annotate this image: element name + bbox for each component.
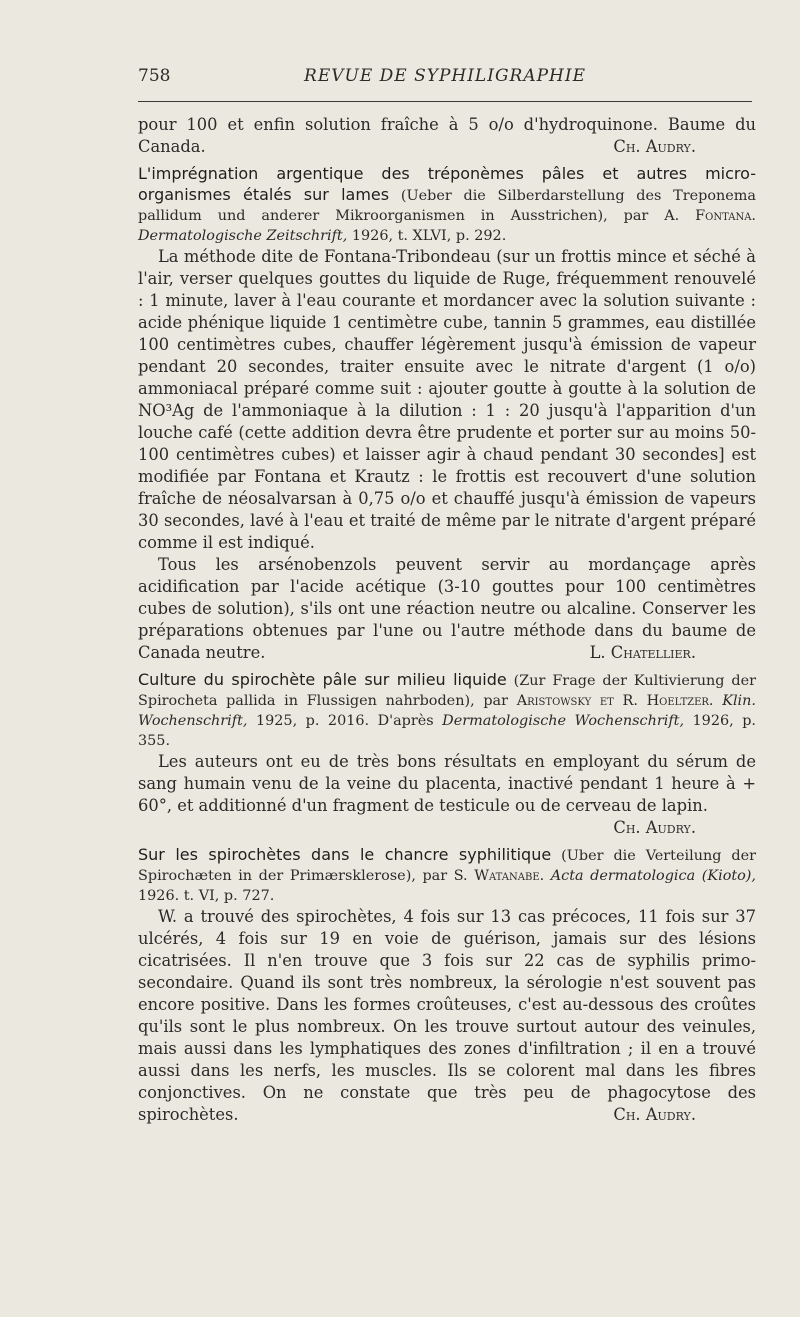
article-2-journal-2: Dermatologische Wochenschrift,: [442, 713, 685, 729]
article-3-journal: Acta dermatologica (Kioto),: [550, 868, 756, 884]
article-3: [138, 845, 756, 1126]
page-header: [138, 66, 752, 96]
article-1-author: Fontana: [695, 208, 752, 224]
article-2-author: Aristowsky et R. Hoeltzer.: [516, 693, 714, 709]
article-1-reference: L'imprégnation argentique des tréponèmes pâles et autres micro-organismes étalés sur lames (Ueber die Silberdarstellung des Treponema pallidum und anderer Mikroorganismen in Ausstrichen), par A. Fontana. Dermatologische Zeitschrift, 1926, t. XLVI, p. 292.: [138, 164, 757, 244]
article-2: [138, 670, 756, 839]
article-2-paragraph: Les auteurs ont eu de très bons résultats en employant du sérum de sang humain venu de la veine du placenta, inactivé pendant 1 heure à + 60°, et additionné d'un fragment de testicule ou de cerveau de lapin. Ch. Audry.: [138, 752, 756, 837]
article-3-author: Watanabe.: [474, 868, 545, 884]
article-1: [138, 164, 756, 664]
article-1-paragraph: La méthode dite de Fontana-Tribondeau (sur un frottis mince et séché à l'air, verser quelques gouttes du liquide de Ruge, fréquemment renouvelé : 1 minute, laver à l'eau courante et mordancer avec la solution suivante : acide phénique liquide 1 centimètre cube, tannin 5 grammes, eau distillée 100 centimètres cubes, chauffer légèrement jusqu'à émission de vapeur pendant 20 secondes, traiter ensuite avec le nitrate d'argent (1 o/o) ammoniacal préparé comme suit : ajouter goutte à goutte à la solution de NO³Ag de l'ammoniaque à la dilution : 1 : 20 jusqu'à l'apparition d'un louche café (cette addition devra être prudente et porter sur au moins 50-100 centimètres cubes) et laisser agir à chaud pendant 30 secondes] est modifiée par Fontana et Krautz : le frottis est recouvert d'une solution fraîche de néosalvarsan à 0,75 o/o et chauffé jusqu'à émission de vapeurs 30 secondes, lavé à l'eau et traité de même par le nitrate d'argent préparé comme il est indiqué.: [138, 247, 756, 552]
article-1-title: L'imprégnation argentique des tréponèmes pâles et autres micro-organismes étalés sur lames: [138, 164, 756, 204]
page-body: [138, 114, 756, 1126]
page-number: 758: [138, 66, 171, 86]
article-2-reference: Culture du spirochète pâle sur milieu liquide (Zur Frage der Kultivierung der Spirocheta pallida in Flussigen nahrboden), par Aristowsky et R. Hoeltzer. Klin. Wochenschrift, 1925, p. 2016. D'après Dermatologische Wochenschrift, 1926, p. 355.: [138, 670, 757, 749]
header-rule: [138, 101, 752, 102]
article-2-title: Culture du spirochète pâle sur milieu liquide: [138, 670, 507, 689]
article-1-journal: Dermatologische Zeitschrift,: [138, 228, 348, 244]
signature: Ch. Audry.: [613, 818, 696, 837]
signature: L. Chatellier.: [589, 643, 696, 662]
article-3-paragraph: W. a trouvé des spirochètes, 4 fois sur 13 cas précoces, 11 fois sur 37 ulcérés, 4 fois sur 19 en voie de guérison, jamais sur des lésions cicatrisées. Il n'en trouve que 3 fois sur 22 cas de syphilis primo-secondaire. Quand ils sont très nombreux, la sérologie n'est souvent pas encore positive. Dans les formes croûteuses, c'est au-dessous des croûtes qu'ils sont le plus nombreux. On les trouve surtout autour des veinules, mais aussi dans les lymphatiques des zones d'infiltration ; il en a trouvé aussi dans les nerfs, les muscles. Ils se colorent mal dans les fibres conjonctives. On ne constate que très peu de phagocytose des spirochètes. Ch. Audry.: [138, 907, 756, 1124]
continuation-block: [138, 114, 756, 158]
article-1-paragraph: Tous les arsénobenzols peuvent servir au mordançage après acidification par l'acide acétique (3-10 gouttes pour 100 centimètres cubes de solution), s'ils ont une réaction neutre ou alcaline. Conserver les préparations obtenues par l'une ou l'autre méthode dans du baume de Canada neutre. L. Chatellier.: [138, 555, 756, 662]
running-title: REVUE DE SYPHILIGRAPHIE: [304, 66, 586, 86]
article-3-reference: Sur les spirochètes dans le chancre syphilitique (Uber die Verteilung der Spirochæten in der Primærsklerose), par S. Watanabe. Acta dermatologica (Kioto), 1926. t. VI, p. 727.: [138, 845, 756, 904]
signature: Ch. Audry.: [613, 137, 696, 156]
continuation-text: pour 100 et enfin solution fraîche à 5 o/o d'hydroquinone. Baume du Canada. Ch. Audry.: [138, 115, 756, 156]
article-2-journal: Klin. Wochenschrift,: [138, 693, 757, 729]
article-3-title: Sur les spirochètes dans le chancre syphilitique: [138, 845, 552, 864]
signature: Ch. Audry.: [613, 1105, 696, 1124]
